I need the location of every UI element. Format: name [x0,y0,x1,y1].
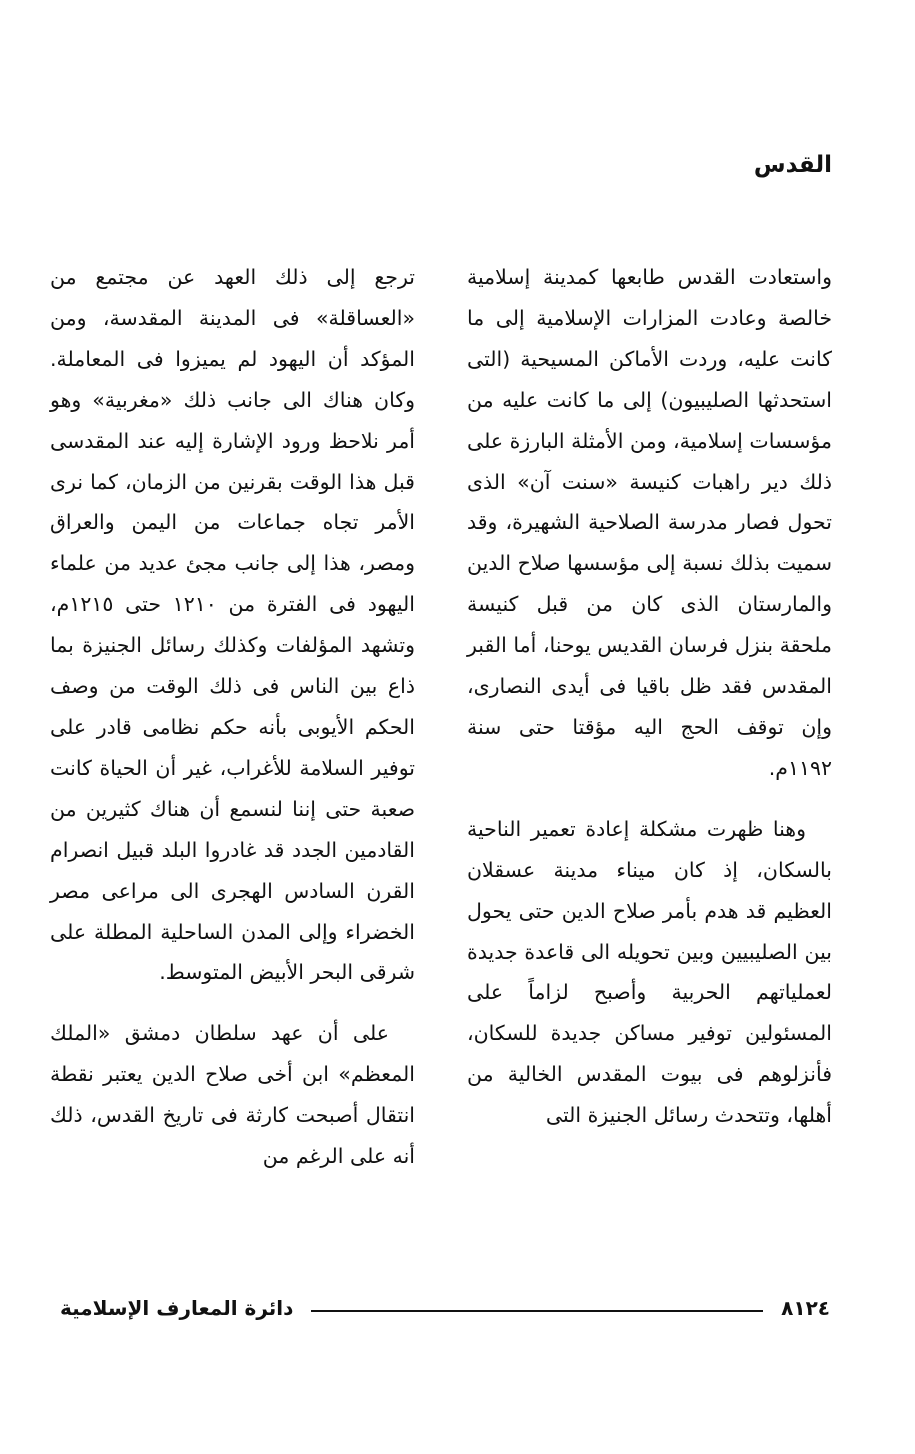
footer-rule [311,1310,763,1312]
page-footer [60,1288,830,1328]
text-column-left [50,257,415,1177]
text-column-right [467,257,832,1136]
paragraph: ترجع إلى ذلك العهد عن مجتمع من «العساقلة» فى المدينة المقدسة، ومن المؤكد أن اليهود لم يميزوا فى المعاملة. وكان هناك الى جانب ذلك «مغربية» وهو أمر نلاحظ ورود الإشارة إليه عند المقدسى قبل هذا الوقت بقرنين من الزمان، كما نرى الأمر تجاه جماعات من اليمن والعراق ومصر، هذا إلى جانب مجئ عديد من علماء اليهود فى الفترة من ١٢١٠ حتى ١٢١٥م، وتشهد المؤلفات وكذلك رسائل الجنيزة بما ذاع بين الناس فى ذلك الوقت من وصف الحكم الأيوبى بأنه حكم نظامى قادر على توفير السلامة للأغراب، غير أن الحياة كانت صعبة حتى إننا لنسمع أن هناك كثيرين من القادمين الجدد قد غادروا البلد قبيل انصرام القرن السادس الهجرى الى مراعى مصر الخضراء وإلى المدن الساحلية المطلة على شرقى البحر الأبيض المتوسط. [50,265,415,985]
publication-title: دائرة المعارف الإسلامية [60,1296,294,1320]
paragraph: وهنا ظهرت مشكلة إعادة تعمير الناحية بالسكان، إذ كان ميناء مدينة عسقلان العظيم قد هدم بأمر صلاح الدين حتى يحول بين الصليبيين وبين تحويله الى قاعدة جديدة لعملياتهم الحربية وأصبح لزاماً على المسئولين توفير مساكن جديدة للسكان، فأنزلوهم فى بيوت المقدس الخالية من أهلها، وتتحدث رسائل الجنيزة التى [467,816,832,1128]
paragraph: واستعادت القدس طابعها كمدينة إسلامية خالصة وعادت المزارات الإسلامية إلى ما كانت عليه، وردت الأماكن المسيحية (التى استحدثها الصليبيون) إلى ما كانت عليه من مؤسسات إسلامية، ومن الأمثلة البارزة على ذلك دير راهبات كنيسة «سنت آن» الذى تحول فصار مدرسة الصلاحية الشهيرة، وقد سميت بذلك نسبة إلى مؤسسها صلاح الدين والمارستان الذى كان من قبل كنيسة ملحقة بنزل فرسان القديس يوحنا، أما القبر المقدس فقد ظل باقيا فى أيدى النصارى، وإن توقف الحج اليه مؤقتا حتى سنة ١١٩٢م. [467,265,832,780]
paragraph: على أن عهد سلطان دمشق «الملك المعظم» ابن أخى صلاح الدين يعتبر نقطة انتقال أصبحت كارثة فى تاريخ القدس، ذلك أنه على الرغم من [50,1021,415,1169]
running-title: القدس [753,152,832,178]
page-number: ٨١٢٤ [781,1296,830,1320]
